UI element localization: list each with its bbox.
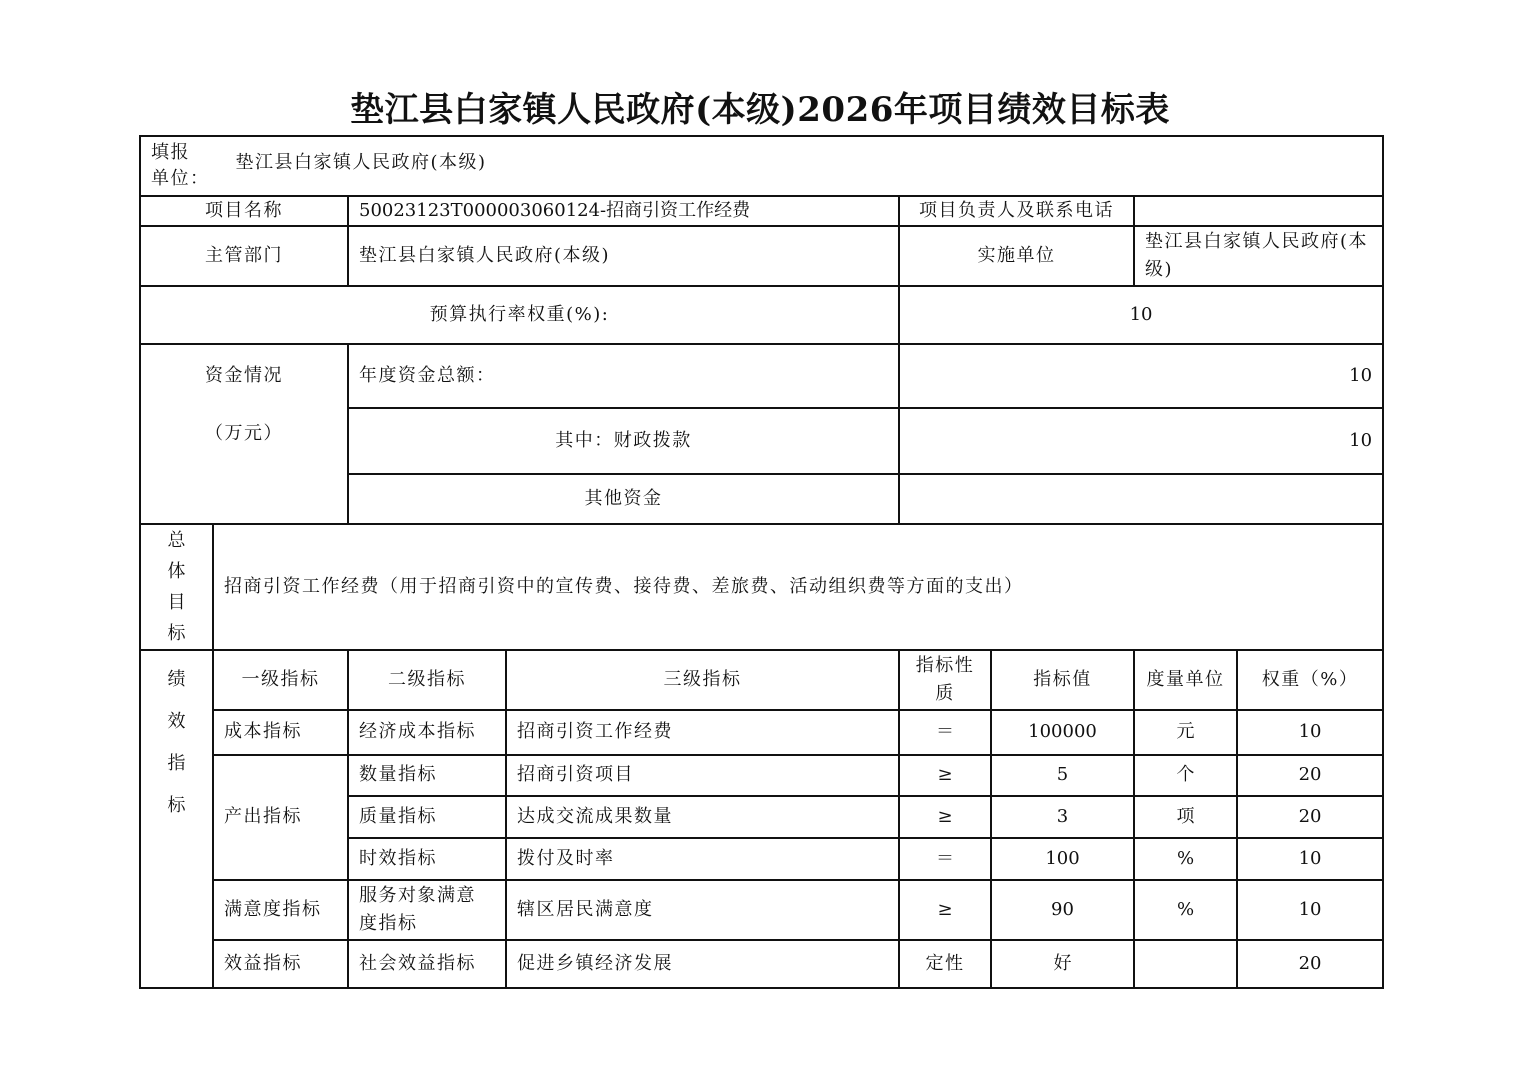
value-cell: 好 — [991, 940, 1134, 988]
value-cell: 5 — [991, 755, 1134, 796]
value-cell: 90 — [991, 880, 1134, 940]
level2-cell: 社会效益指标 — [348, 940, 506, 988]
nature-cell: ≥ — [899, 880, 991, 940]
value-cell: 100000 — [991, 710, 1134, 755]
unit-cell — [1134, 940, 1237, 988]
level2-cell: 服务对象满意 度指标 — [348, 880, 506, 940]
header-nature: 指标性 质 — [899, 650, 991, 710]
nature-cell: ＝ — [899, 838, 991, 880]
header-weight: 权重（%） — [1237, 650, 1383, 710]
budget-value: 10 — [899, 286, 1383, 344]
group-satisfaction: 满意度指标 — [213, 880, 348, 940]
nature-cell: ≥ — [899, 755, 991, 796]
table-row — [140, 755, 1383, 796]
header-value: 指标值 — [991, 650, 1134, 710]
weight-cell: 20 — [1237, 755, 1383, 796]
funds-fiscal-value: 10 — [899, 408, 1383, 474]
impl-unit-label: 实施单位 — [899, 226, 1134, 286]
weight-cell: 20 — [1237, 940, 1383, 988]
impl-unit-value: 垫江县白家镇人民政府(本 级) — [1134, 226, 1383, 286]
nature-cell: ≥ — [899, 796, 991, 838]
filler-row — [140, 136, 1383, 196]
header-level2: 二级指标 — [348, 650, 506, 710]
performance-target-table — [139, 135, 1384, 989]
level3-cell: 招商引资工作经费 — [506, 710, 899, 755]
weight-cell: 10 — [1237, 710, 1383, 755]
weight-cell: 10 — [1237, 838, 1383, 880]
funds-label: 资金情况 （万元） — [140, 344, 348, 524]
funds-total-row — [140, 344, 1383, 408]
unit-cell: 个 — [1134, 755, 1237, 796]
goal-text: 招商引资工作经费（用于招商引资中的宣传费、接待费、差旅费、活动组织费等方面的支出） — [213, 524, 1383, 650]
group-output: 产出指标 — [213, 755, 348, 880]
weight-cell: 20 — [1237, 796, 1383, 838]
funds-other-value — [899, 474, 1383, 524]
project-name-label: 项目名称 — [140, 196, 348, 226]
level3-cell: 辖区居民满意度 — [506, 880, 899, 940]
nature-cell: 定性 — [899, 940, 991, 988]
group-benefit: 效益指标 — [213, 940, 348, 988]
funds-total-value: 10 — [899, 344, 1383, 408]
budget-label: 预算执行率权重(%): — [140, 286, 899, 344]
header-unit: 度量单位 — [1134, 650, 1237, 710]
indicator-label: 绩 效 指 标 — [140, 650, 213, 988]
nature-cell: ＝ — [899, 710, 991, 755]
budget-row — [140, 286, 1383, 344]
page-title: 垫江县白家镇人民政府(本级)2026年项目绩效目标表 — [350, 90, 1170, 130]
header-level3: 三级指标 — [506, 650, 899, 710]
header-level1: 一级指标 — [213, 650, 348, 710]
level2-cell: 质量指标 — [348, 796, 506, 838]
project-name-value: 50023123T000003060124-招商引资工作经费 — [348, 196, 899, 226]
filler-cell — [140, 136, 1383, 196]
unit-cell: 元 — [1134, 710, 1237, 755]
goal-label: 总 体 目 标 — [140, 524, 213, 650]
goal-row — [140, 524, 1383, 650]
dept-label: 主管部门 — [140, 226, 348, 286]
level2-cell: 时效指标 — [348, 838, 506, 880]
table-row — [140, 940, 1383, 988]
level2-cell: 经济成本指标 — [348, 710, 506, 755]
value-cell: 100 — [991, 838, 1134, 880]
level2-cell: 数量指标 — [348, 755, 506, 796]
weight-cell: 10 — [1237, 880, 1383, 940]
dept-row — [140, 226, 1383, 286]
value-cell: 3 — [991, 796, 1134, 838]
level3-cell: 达成交流成果数量 — [506, 796, 899, 838]
project-row — [140, 196, 1383, 226]
indicator-header-row — [140, 650, 1383, 710]
table-row — [140, 710, 1383, 755]
table-row — [140, 880, 1383, 940]
level3-cell: 拨付及时率 — [506, 838, 899, 880]
filler-value: 垫江县白家镇人民政府(本级) — [235, 151, 487, 173]
group-cost: 成本指标 — [213, 710, 348, 755]
funds-other-label: 其他资金 — [348, 474, 899, 524]
funds-total-label: 年度资金总额： — [348, 344, 899, 408]
level3-cell: 招商引资项目 — [506, 755, 899, 796]
project-owner-value — [1134, 196, 1383, 226]
unit-cell: % — [1134, 880, 1237, 940]
project-owner-label: 项目负责人及联系电话 — [899, 196, 1134, 226]
unit-cell: 项 — [1134, 796, 1237, 838]
filler-label: 填报 单位： — [151, 142, 210, 189]
level3-cell: 促进乡镇经济发展 — [506, 940, 899, 988]
dept-value: 垫江县白家镇人民政府(本级) — [348, 226, 899, 286]
funds-fiscal-label: 其中：财政拨款 — [348, 408, 899, 474]
unit-cell: % — [1134, 838, 1237, 880]
